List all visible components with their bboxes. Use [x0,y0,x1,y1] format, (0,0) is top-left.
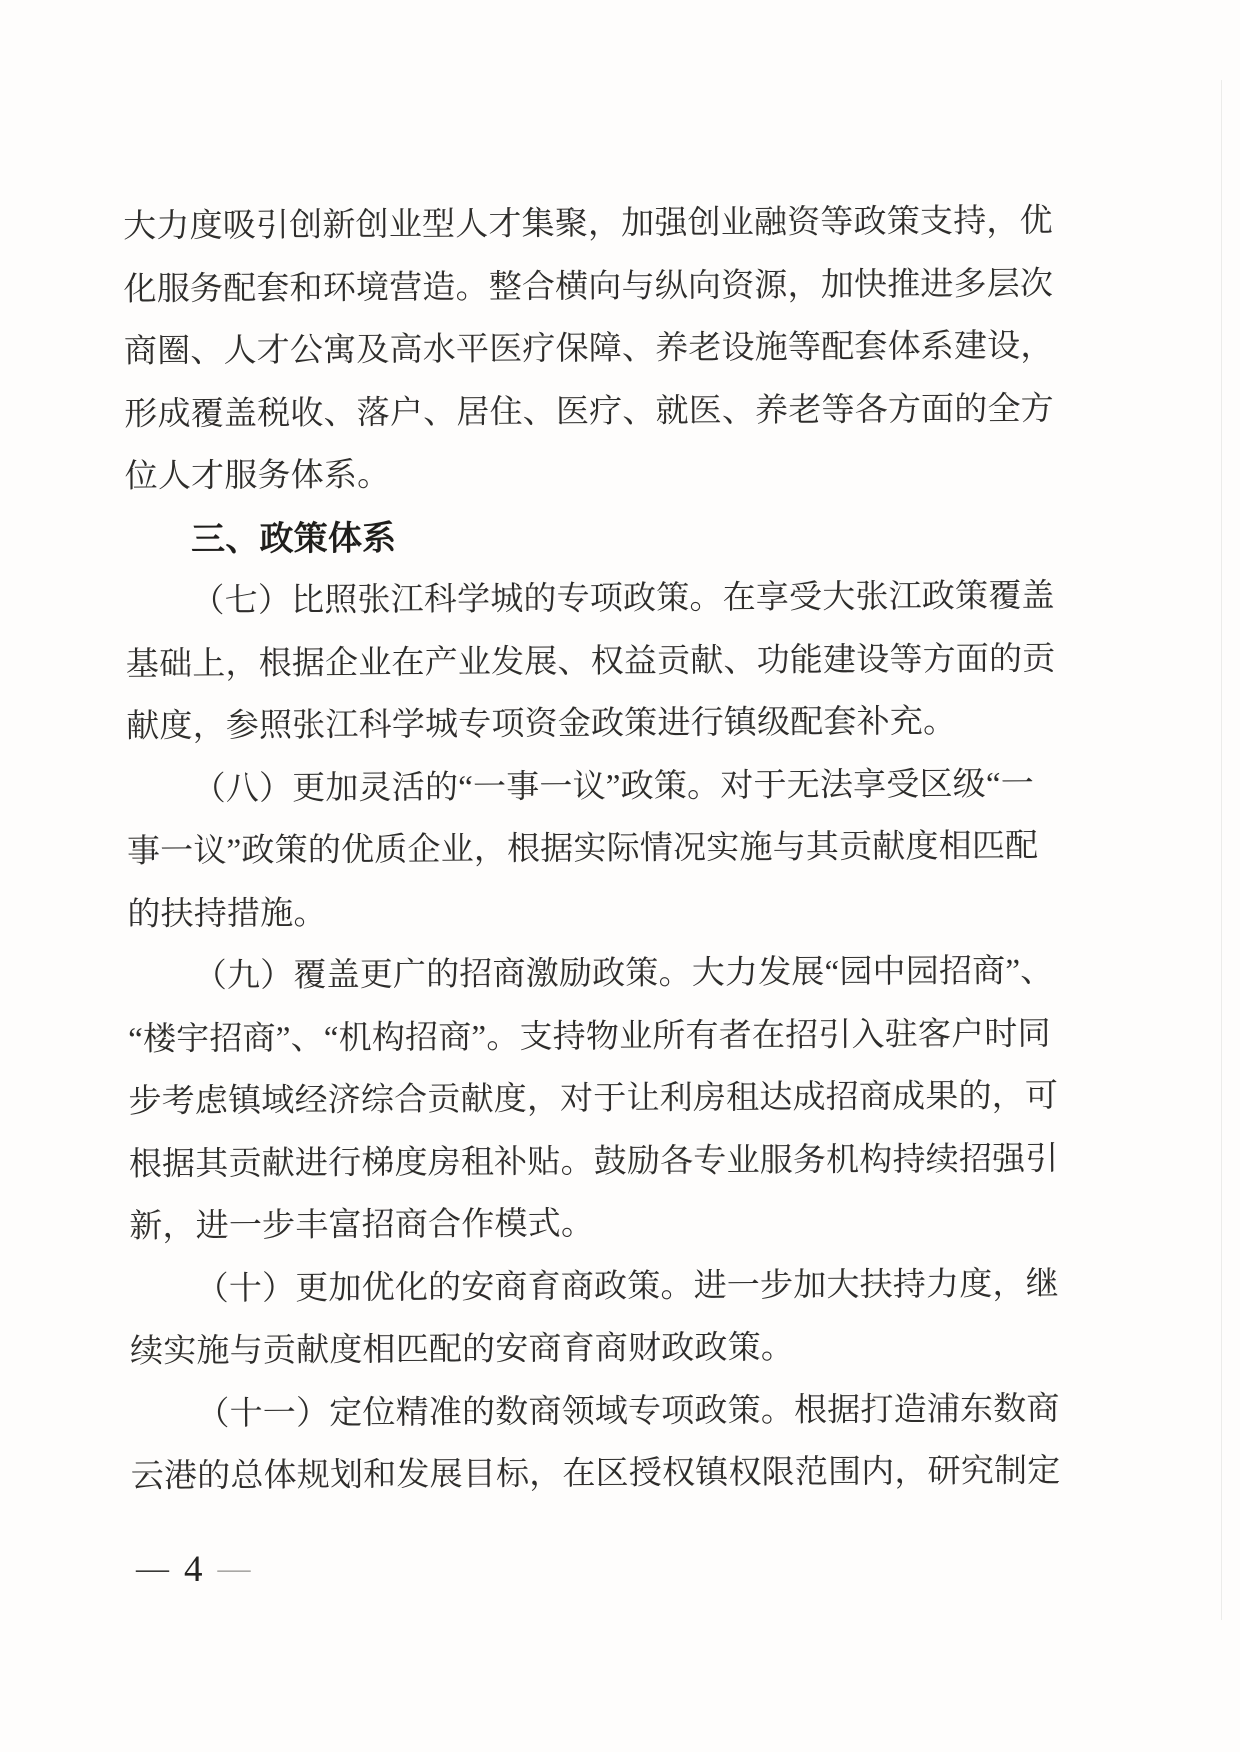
page-footer [136,1548,251,1591]
text-line: “楼宇招商”、“机构招商”。支持物业所有者在招引入驻客户时同 [128,1015,1051,1058]
text-line: 事一议”政策的优质企业，根据实际情况实施与其贡献度相匹配 [126,828,1039,870]
text-line: （八）更加灵活的“一事一议”政策。对于无法享受区级“一 [192,765,1035,808]
section-heading: 三、政策体系 [190,518,397,559]
text-line: 化服务配套和环境营造。整合横向与纵向资源，加快推进多层次 [123,265,1054,308]
text-line: 大力度吸引创新创业型人才集聚，加强创业融资等政策支持，优 [123,203,1053,245]
text-line: （九）覆盖更广的招商激励政策。大力发展“园中园招商”、 [193,953,1054,995]
text-line: 根据其贡献进行梯度房租补贴。鼓励各专业服务机构持续招强引 [128,1140,1059,1183]
text-line: 的扶持措施。 [127,895,327,933]
document-body [123,190,1063,1508]
text-line: （十一）定位精准的数商领域专项政策。根据打造浦东数商 [196,1390,1060,1433]
text-line: 形成覆盖税收、落户、居住、医疗、就医、养老等各方面的全方 [124,390,1055,433]
text-line: 续实施与贡献度相匹配的安商育商财政政策。 [129,1329,795,1370]
page-number: 4 [184,1549,203,1590]
text-line: 云港的总体规划和发展目标，在区授权镇权限范围内，研究制定 [130,1453,1061,1495]
text-line: 献度，参照张江科学城专项资金政策进行镇级配套补充。 [126,703,957,745]
text-line: 基础上，根据企业在产业发展、权益贡献、功能建设等方面的贡 [125,640,1056,683]
scan-artifact-line [1221,80,1222,1620]
text-line: 商圈、人才公寓及高水平医疗保障、养老设施等配套体系建设， [123,328,1054,370]
text-line: （七）比照张江科学城的专项政策。在享受大张江政策覆盖 [191,578,1055,620]
footer-dash-right: — [217,1551,251,1587]
text-line: 步考虑镇域经济综合贡献度，对于让利房租达成招商成果的，可 [128,1078,1059,1120]
text-line: 新，进一步丰富招商合作模式。 [129,1206,595,1245]
text-line: （十）更加优化的安商育商政策。进一步加大扶持力度，继 [195,1265,1059,1308]
footer-dash-left: — [136,1551,169,1587]
text-line: 位人才服务体系。 [124,457,391,495]
